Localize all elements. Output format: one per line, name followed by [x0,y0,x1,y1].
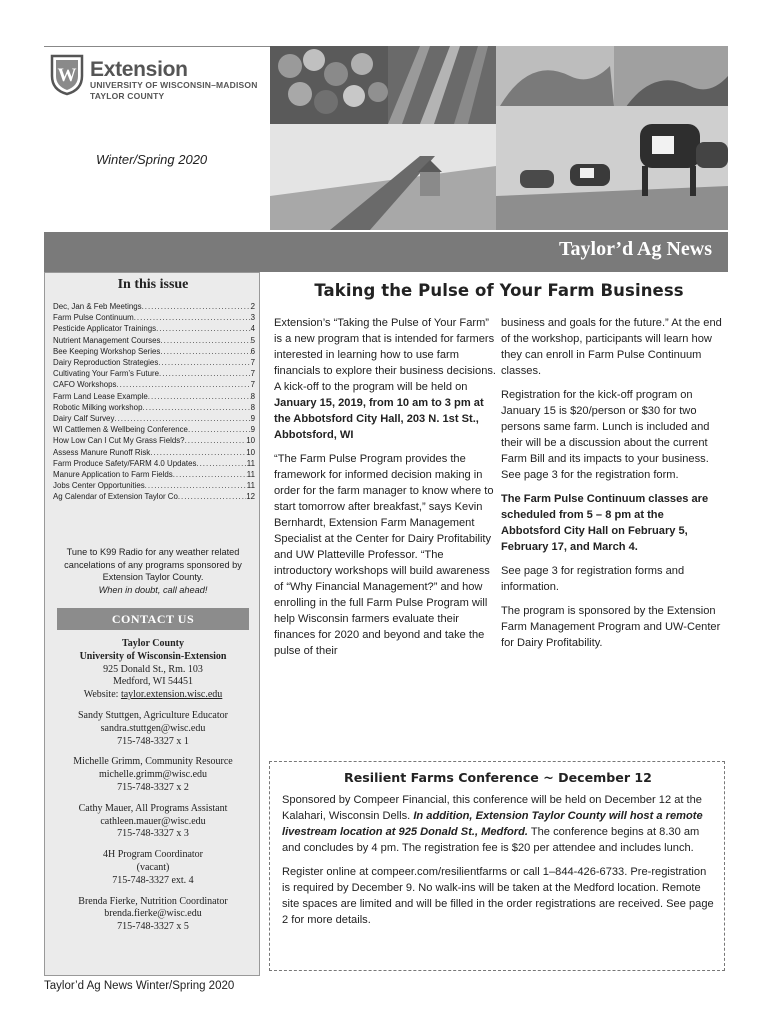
office-county: Taylor County [122,638,184,649]
article-paragraph: “The Farm Pulse Program provides the framework for informed decision making in order for the farm manager to know where to start tomorrow after breakfast,” says Kevin Bernhardt, Extension Farm Management Specialist at the Center for Dairy Profitability and UW Platteville Professor. “The introductory workshops will build awareness of “Why Financial Management?” and how enrolling in the full Farm Pulse Program will help Wisconsin farmers evaluate their finances for 2020 and beyond and take the pulse of their [274,453,494,657]
staff-line2: cathleen.mauer@wisc.edu [100,815,206,827]
toc-leader [185,435,247,446]
toc-item-page: 5 [250,335,255,345]
radio-notice-text: Tune to K99 Radio for any weather related cancelations of any programs sponsored by Extension Taylor County. [64,547,242,582]
toc-leader [116,379,250,390]
toc-item [53,424,255,435]
article-column-1 [274,315,496,667]
toc-item-title: Dairy Reproduction Strategies [53,358,159,368]
uw-crest-icon [50,52,84,96]
staff-contact [45,803,261,841]
toc-item-title: Dec, Jan & Feb Meetings [53,302,142,311]
article-paragraph: Registration for the kick-off program on January 15 is $20/person or $30 for two persons same farm. Lunch is included and their will be a discussion about the current Farm Bill and its impacts to your business. See page 3 for the registration form. [501,389,710,481]
continuum-schedule: The Farm Pulse Continuum classes are scheduled from 5 – 8 pm at the Abbotsford City Hall on February 5, February 17, and March 4. [501,493,709,553]
farm-photo-collage [270,46,728,230]
toc-item-page: 12 [246,492,255,502]
toc-item-page: 8 [250,391,255,401]
office-address-line1: 925 Donald St., Rm. 103 [103,663,203,675]
toc-leader [114,413,250,424]
toc-item-page: 7 [250,358,255,368]
toc-item-title: Farm Produce Safety/FARM 4.0 Updates [53,458,197,468]
toc-item-page: 4 [250,324,255,334]
toc-item-title: Cultivating Your Farm’s Future [53,369,159,379]
staff-line2: (vacant) [136,861,170,873]
toc-item-title: Dairy Calf Survey [53,414,115,424]
toc-leader [142,301,251,312]
toc-leader [159,368,251,379]
conference-box [269,761,725,971]
staff-line3: 715-748-3327 x 2 [117,781,189,793]
toc-item [53,323,255,334]
staff-line3: 715-748-3327 ext. 4 [112,874,194,886]
toc-item-title: Jobs Center Opportunities [53,481,145,491]
website-label: Website: [83,689,121,701]
office-website [45,689,261,702]
header-rule [44,46,274,47]
toc-item-title: Farm Pulse Continuum [53,313,134,323]
toc-item [53,491,255,502]
sidebar [44,272,260,976]
toc-item [53,357,255,368]
article-column-2 [501,315,725,659]
toc-item-page: 8 [250,402,255,412]
newsletter-banner [44,232,728,272]
livestream-note: In addition, Extension Taylor County will host a remote livestream location at 925 Donald St., Medford. [282,810,703,838]
toc-leader [148,391,251,402]
toc-item-title: Farm Land Lease Example [53,391,148,401]
toc-item-page: 7 [250,380,255,390]
conference-title: Resilient Farms Conference ~ December 12 [344,770,652,785]
toc-leader [158,357,250,368]
staff-line1: Michelle Grimm, Community Resource [73,756,233,768]
toc-item-page: 11 [246,481,255,491]
toc-item [53,391,255,402]
toc-leader [145,480,247,491]
newsletter-title: Taylor’d Ag News [559,238,712,260]
toc-item [53,379,255,390]
staff-line1: 4H Program Coordinator [103,849,203,861]
toc-item [53,413,255,424]
toc-leader [178,491,246,502]
toc-leader [134,312,251,323]
toc-item-title: Assess Manure Runoff Risk [53,447,151,457]
contact-block [45,638,261,934]
toc-item [53,368,255,379]
toc-item-page: 11 [246,458,255,468]
contact-heading: CONTACT US [57,608,249,630]
toc-leader [173,469,247,480]
article-paragraph: business and goals for the future.” At the end of the workshop, participants will learn how they can enroll in Farm Pulse Continuum classes. [501,317,722,377]
toc-item-title: Nutrient Management Courses [53,335,161,345]
staff-line3: 715-748-3327 x 1 [117,735,189,747]
staff-line3: 715-748-3327 x 5 [117,921,189,933]
toc-item-page: 11 [246,470,255,480]
staff-line2: sandra.stuttgen@wisc.edu [100,722,206,734]
toc-item [53,346,255,357]
office-university: University of Wisconsin-Extension [79,650,227,662]
toc-heading: In this issue [117,277,189,292]
staff-list [45,710,261,934]
kickoff-details: January 15, 2019, from 10 am to 3 pm at the Abbotsford City Hall, 203 N. 1st St., Abbotsford, WI [274,397,484,441]
conference-text: The conference begins at 8.30 am and concludes by 4 pm. The registration fee is $20 per attendee and includes lunch. [282,826,700,854]
toc-item-title: WI Cattlemen & Wellbeing Conference [53,425,188,435]
staff-contact [45,710,261,748]
toc-leader [188,424,251,435]
svg-text:W: W [57,65,77,86]
conference-body [282,792,714,936]
toc-item [53,435,255,446]
toc-leader [156,323,251,334]
table-of-contents [53,301,255,503]
radio-notice-emphasis: When in doubt, call ahead! [98,584,208,595]
toc-item-page: 3 [250,313,255,323]
toc-item-title: Pesticide Applicator Trainings [53,324,157,334]
toc-item [53,402,255,413]
toc-leader [196,458,246,469]
logo-university: UNIVERSITY OF WISCONSIN–MADISON [90,80,258,90]
toc-item-page: 9 [250,414,255,424]
staff-line1: Sandy Stuttgen, Agriculture Educator [78,709,228,721]
issue-season: Winter/Spring 2020 [96,152,208,167]
toc-leader [160,346,250,357]
toc-item-title: Robotic Milking workshop [53,402,143,412]
toc-item-title: Manure Application to Farm Fields [53,470,173,480]
toc-item [53,458,255,469]
staff-line1: Brenda Fierke, Nutrition Coordinator [78,895,228,907]
toc-item-page: 7 [250,369,255,379]
toc-leader [142,402,250,413]
radio-notice [49,546,257,596]
toc-item-title: CAFO Workshops [53,380,117,390]
toc-item [53,312,255,323]
article-paragraph: The program is sponsored by the Extension Farm Management Program and UW-Center for Dairy Profitability. [501,605,721,649]
logo-county: TAYLOR COUNTY [90,91,165,101]
staff-line3: 715-748-3327 x 3 [117,828,189,840]
staff-contact [45,849,261,887]
staff-line2: brenda.fierke@wisc.edu [104,908,202,920]
toc-item-page: 6 [250,346,255,356]
toc-item [53,447,255,458]
toc-leader [160,335,250,346]
staff-contact [45,896,261,934]
toc-item-page: 10 [246,447,255,457]
conference-registration: Register online at compeer.com/resilientfarms or call 1–844-426-6733. Pre-registration is required by December 9. No walk-ins will be taken at the Medford location. Remote site spaces are limited and will be filled in the order registrations are received. See page 2 for more details. [282,866,714,926]
article-paragraph: See page 3 for registration forms and information. [501,565,685,593]
toc-item-page: 10 [246,436,255,446]
toc-item [53,469,255,480]
toc-leader [150,447,246,458]
conference-paragraph [282,792,714,856]
office-address-line2: Medford, WI 54451 [112,676,194,688]
logo-wordmark [90,60,258,102]
staff-contact [45,756,261,794]
toc-item [53,301,255,312]
staff-line1: Cathy Mauer, All Programs Assistant [78,802,228,814]
toc-item-title: Bee Keeping Workshop Series [53,346,161,356]
logo-title: Extension [90,58,188,81]
conference-text: Sponsored by Compeer Financial, this conference will be held on December 12 at the Kalahari, Wisconsin Dells. [282,794,702,822]
article-headline: Taking the Pulse of Your Farm Business [314,281,684,300]
staff-line2: michelle.grimm@wisc.edu [98,769,208,781]
page-footer: Taylor’d Ag News Winter/Spring 2020 [44,980,235,992]
toc-item-title: Ag Calendar of Extension Taylor Co [53,492,178,502]
toc-item [53,335,255,346]
article-paragraph [274,315,496,443]
article-text: Extension’s “Taking the Pulse of Your Farm” is a new program that is intended for farmers interested in learning how to use farm financials to explore their business decisions. A kick-off to the program will be held on [274,317,496,393]
website-link[interactable]: taylor.extension.wisc.edu [120,689,223,701]
toc-item-page: 9 [250,425,255,435]
toc-item [53,480,255,491]
toc-item-page: 2 [250,302,255,311]
toc-item-title: How Low Can I Cut My Grass Fields? [53,436,185,446]
